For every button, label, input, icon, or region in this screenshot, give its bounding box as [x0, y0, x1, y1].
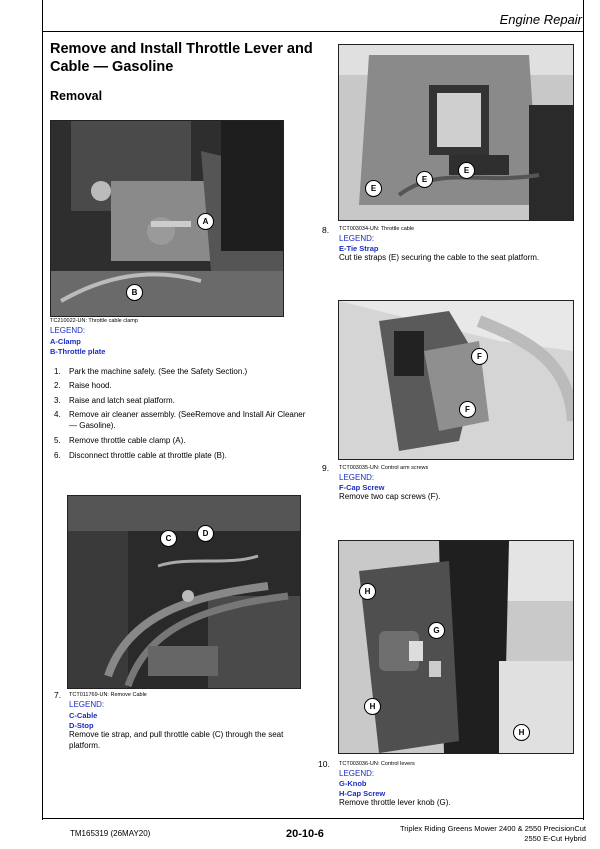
figure1-legend-item: A-Clamp [50, 337, 81, 346]
step-number: 1. [54, 367, 61, 376]
header-divider [42, 31, 583, 32]
callout-g: G [428, 622, 445, 639]
figure-remove-cable-photo [67, 495, 301, 689]
figure8-caption: TCT003034-UN: Throttle cable [339, 226, 415, 232]
figure7-legend-title: LEGEND: [69, 700, 105, 709]
step-text: Park the machine safely. (See the Safety Section.) [69, 367, 248, 376]
footer-product-line1: Triplex Riding Greens Mower 2400 & 2550 PrecisionCut [399, 824, 586, 833]
figure1-caption: TC210022-UN: Throttle cable clamp [50, 318, 138, 324]
step-number: 6. [54, 451, 61, 460]
step-number: 10. [318, 759, 330, 769]
figure-throttle-cable-clamp-photo [50, 120, 284, 317]
step-text: Remove throttle cable clamp (A). [69, 436, 186, 445]
step-text: Disconnect throttle cable at throttle plate (B). [69, 451, 227, 460]
callout-b: B [126, 284, 143, 301]
callout-f: F [459, 401, 476, 418]
footer-product-line2: 2550 E-Cut Hybrid [524, 834, 586, 843]
page-title: Remove and Install Throttle Lever and Cable — Gasoline [50, 41, 313, 75]
figure7-caption: TCT011769-UN: Remove Cable [69, 692, 147, 698]
figure10-legend-title: LEGEND: [339, 769, 375, 778]
figure9-legend-item: F-Cap Screw [339, 483, 385, 492]
figure7-legend-item: C-Cable [69, 711, 98, 720]
callout-d: D [197, 525, 214, 542]
figure10-caption: TCT003036-UN: Control levers [339, 761, 415, 767]
step-text: Raise hood. [69, 381, 112, 390]
figure8-legend-title: LEGEND: [339, 234, 375, 243]
step-number: 8. [322, 225, 330, 235]
figure7-legend-item: D-Stop [69, 721, 94, 730]
figure10-legend-item: G-Knob [339, 779, 367, 788]
callout-f: F [471, 348, 488, 365]
footer-divider [42, 818, 583, 819]
figure1-legend-item: B-Throttle plate [50, 347, 106, 356]
step-number: 4. [54, 410, 61, 419]
callout-h: H [364, 698, 381, 715]
step-text: Cut tie straps (E) securing the cable to the seat platform. [339, 253, 540, 262]
footer-page-number: 20-10-6 [286, 828, 324, 840]
section-header: Engine Repair [499, 12, 582, 27]
step-text: Remove tie strap, and pull throttle cable (C) through the seat platform. [69, 730, 284, 750]
step-number: 5. [54, 436, 61, 445]
figure-control-arm-screws-photo [338, 300, 574, 460]
figure10-legend-item: H-Cap Screw [339, 789, 386, 798]
figure8-legend-item: E-Tie Strap [339, 244, 379, 253]
footer-doc-id: TM165319 (26MAY20) [70, 829, 151, 838]
step-number: 3. [54, 396, 61, 405]
figure9-legend-title: LEGEND: [339, 473, 375, 482]
figure1-legend-title: LEGEND: [50, 326, 86, 335]
step-text: Raise and latch seat platform. [69, 396, 175, 405]
callout-e: E [365, 180, 382, 197]
figure-control-levers-photo [338, 540, 574, 754]
callout-c: C [160, 530, 177, 547]
step-text: Remove two cap screws (F). [339, 492, 441, 501]
callout-a: A [197, 213, 214, 230]
section-subtitle: Removal [50, 89, 103, 103]
figure9-caption: TCT003035-UN: Control arm screws [339, 465, 429, 471]
step-text: Remove air cleaner assembly. (SeeRemove and Install Air Cleaner — Gasoline). [69, 410, 306, 430]
callout-e: E [458, 162, 475, 179]
callout-h: H [359, 583, 376, 600]
callout-h: H [513, 724, 530, 741]
step-number: 2. [54, 381, 61, 390]
step-number: 7. [54, 690, 62, 700]
callout-e: E [416, 171, 433, 188]
step-number: 9. [322, 463, 330, 473]
step-text: Remove throttle lever knob (G). [339, 798, 451, 807]
